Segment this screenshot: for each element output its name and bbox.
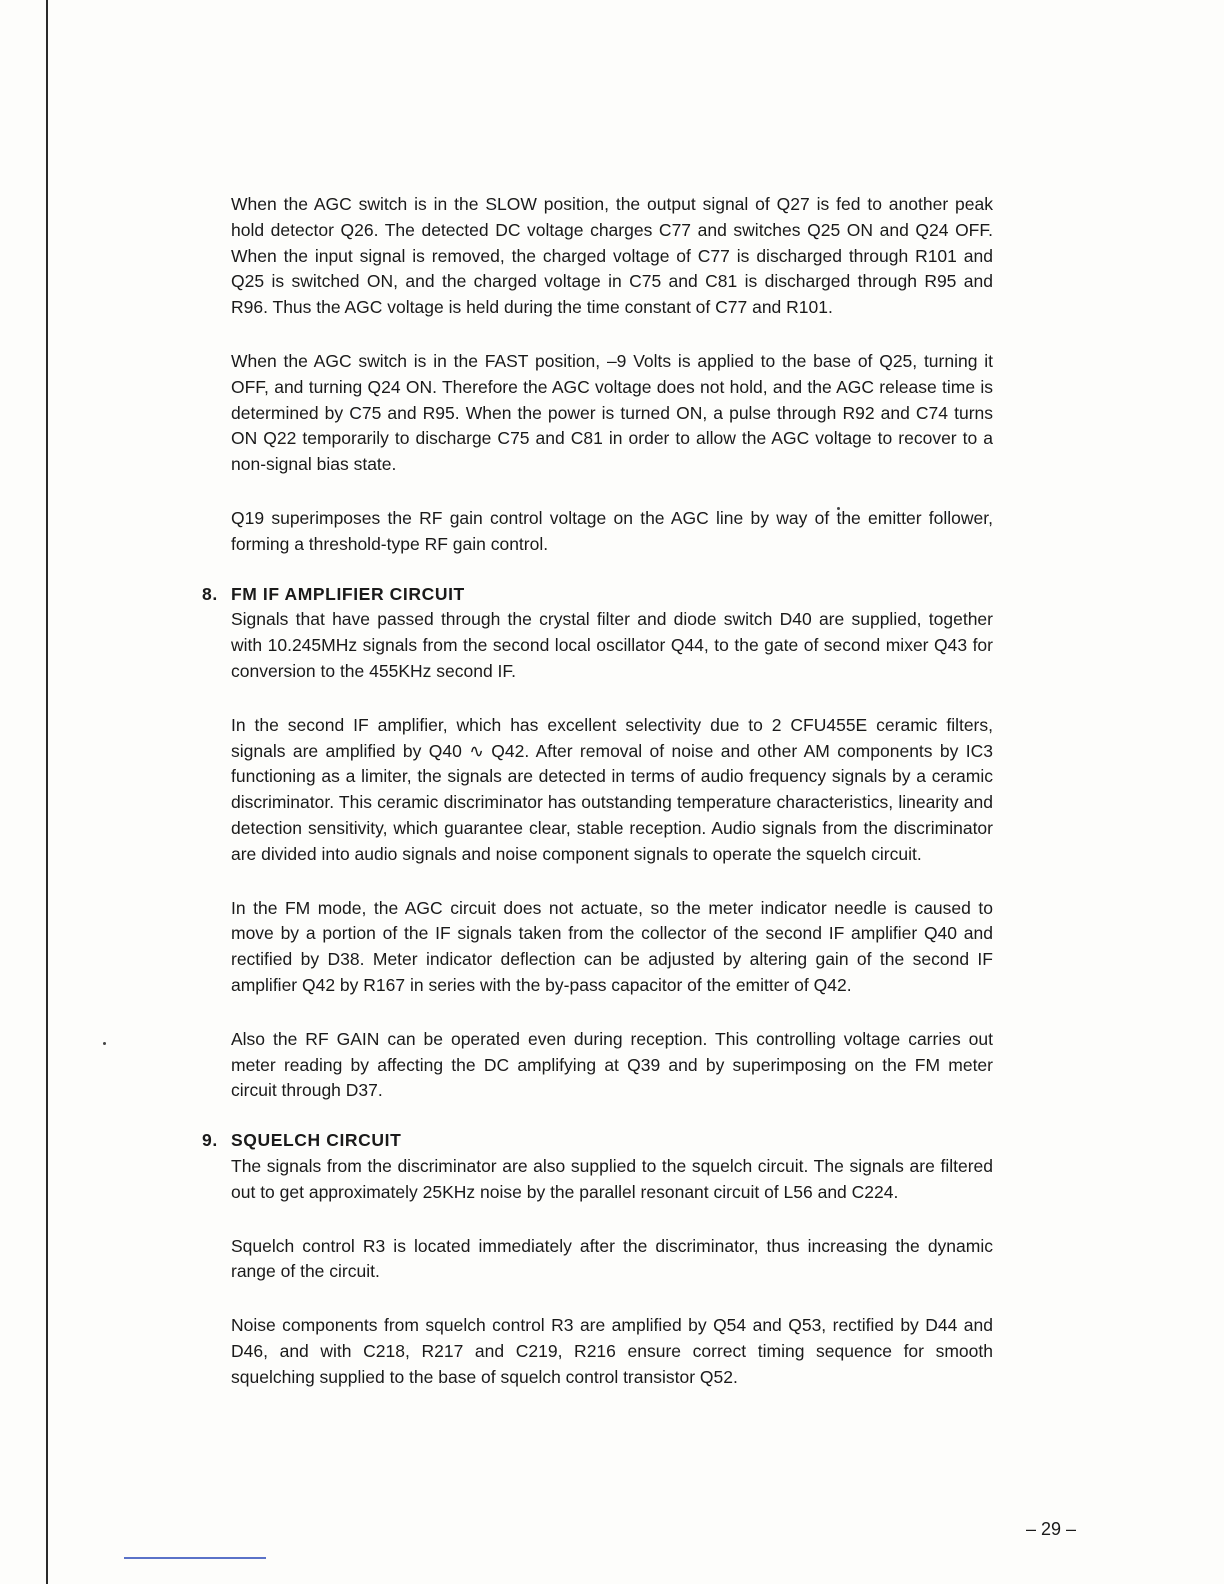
- paragraph-rf-gain: Also the RF GAIN can be operated even during reception. This controlling voltage carries out meter reading by affecting the DC amplifying at Q39 and by superimposing on the FM meter circuit through D37.: [231, 1028, 993, 1101]
- paragraph-q19: Q19 superimposes the RF gain control voltage on the AGC line by way of the emitter follower, forming a threshold-type RF gain control.: [231, 507, 993, 554]
- paragraph-agc-slow: When the AGC switch is in the SLOW position, the output signal of Q27 is fed to another peak hold detector Q26. The detected DC voltage charges C77 and switches Q25 ON and Q24 OFF. When the input signal is removed, the charged voltage of C77 is discharged through R101 and Q25 is switched ON, and the charged voltage in C75 and C81 is discharged through R95 and R96. Thus the AGC voltage is held during the time constant of C77 and R101.: [231, 194, 993, 318]
- paragraph-fm-if-signals: Signals that have passed through the crystal filter and diode switch D40 are supplied, together with 10.245MHz signals from the second local oscillator Q44, to the gate of second mixer Q43 for conversion to the 455KHz second IF.: [231, 609, 993, 681]
- section-number: 9.: [202, 1130, 218, 1151]
- paragraph-second-if-amplifier: In the second IF amplifier, which has excellent selectivity due to 2 CFU455E ceramic filters, signals are amplified by Q40 ∿ Q42. After removal of noise and other AM components by IC3 functioning as a limiter, the signals are detected in terms of audio frequency signals by a ceramic discriminator. This ceramic discriminator has outstanding temperature characteristics, linearity and detection sensitivity, which guarantee clear, stable reception. Audio signals from the discriminator are divided into audio signals and noise component signals to operate the squelch circuit.: [231, 714, 993, 864]
- scan-speck: [103, 1042, 106, 1045]
- section-title: FM IF AMPLIFIER CIRCUIT: [231, 583, 465, 604]
- paragraph-noise-components: Noise components from squelch control R3 are amplified by Q54 and Q53, rectified by D44 and D46, and with C218, R217 and C219, R216 ensure correct timing sequence for smooth squelching supplied to the base of squelch control transistor Q52.: [231, 1315, 993, 1387]
- footer-rule: [124, 1557, 266, 1559]
- paragraph-squelch-signals: The signals from the discriminator are also supplied to the squelch circuit. The signals are filtered out to get approximately 25KHz noise by the parallel resonant circuit of L56 and C224.: [231, 1155, 993, 1202]
- section-heading-squelch-circuit: [202, 1128, 993, 1154]
- page-number: – 29 –: [1026, 1519, 1077, 1539]
- section-heading-fm-if-amplifier: [202, 582, 993, 608]
- page-body: [202, 192, 993, 1390]
- paragraph-agc-fast: When the AGC switch is in the FAST position, –9 Volts is applied to the base of Q25, turning it OFF, and turning Q24 ON. Therefore the AGC voltage does not hold, and the AGC release time is determined by C75 and R95. When the power is turned ON, a pulse through R92 and C74 turns ON Q22 temporarily to discharge C75 and C81 in order to allow the AGC voltage to recover to a non-signal bias state.: [231, 350, 993, 475]
- section-title: SQUELCH CIRCUIT: [231, 1130, 402, 1151]
- paragraph-fm-mode-meter: In the FM mode, the AGC circuit does not actuate, so the meter indicator needle is caused to move by a portion of the IF signals taken from the collector of the second IF amplifier Q40 and rectified by D38. Meter indicator deflection can be adjusted by altering gain of the second IF amplifier Q42 by R167 in series with the by-pass capacitor of the emitter of Q42.: [231, 897, 993, 995]
- binding-margin-rule: [46, 0, 48, 1584]
- section-number: 8.: [202, 583, 218, 604]
- paragraph-squelch-control: Squelch control R3 is located immediately after the discriminator, thus increasing the dynamic range of the circuit.: [231, 1235, 993, 1282]
